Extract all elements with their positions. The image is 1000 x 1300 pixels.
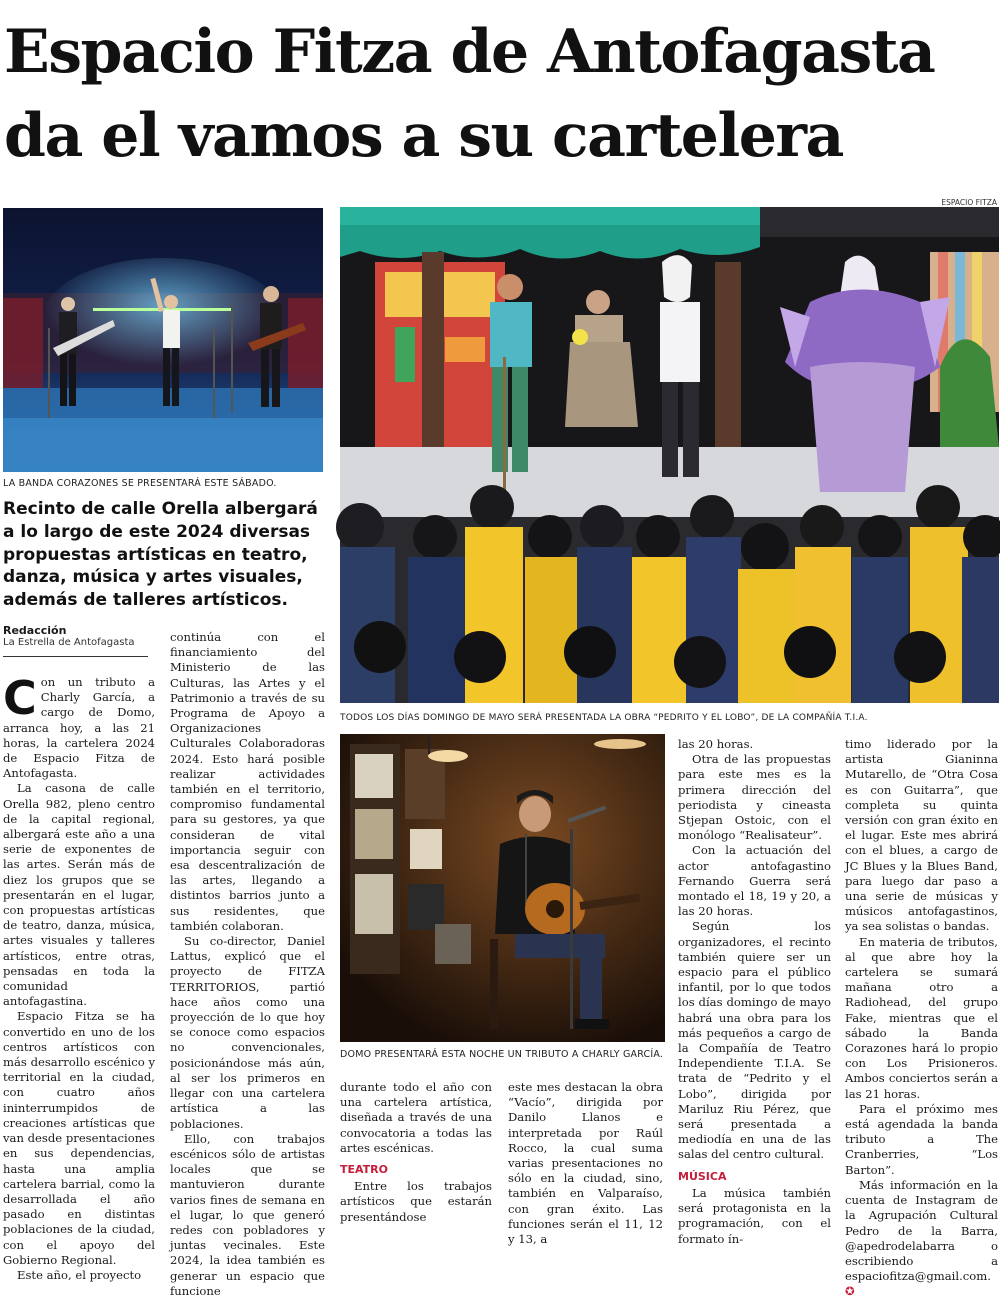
subhead-teatro: TEATRO: [340, 1163, 389, 1177]
article-paragraph: Otra de las propuestas para este mes es la primera dirección del periodista y cineasta Stjepan Ostoic, con el monólogo “Realisateur”.: [678, 752, 831, 843]
article-paragraph: durante todo el año con una cartelera artística, diseñada a través de una convocatoria a todas las artes escénicas.: [340, 1080, 492, 1155]
article-paragraph: Con la actuación del actor antofagastino Fernando Guerra será montado el 18, 19 y 20, a las 20 horas.: [678, 843, 831, 919]
article-paragraph: este mes destacan la obra “Vacío”, dirigida por Danilo Llanos e interpretada por Raúl Rocco, la cual suma varias presentaciones no sólo en la ciudad, sino, también en Valparaíso, con gran éxito. Las funciones serán el 11, 12 y 13, a: [508, 1080, 663, 1247]
band-photo-caption: LA BANDA CORAZONES SE PRESENTARÁ ESTE SÁBADO.: [3, 478, 277, 489]
article-column-6: [845, 737, 998, 1300]
article-paragraph: Más información en la cuenta de Instagram de la Agrupación Cultural Pedro de la Barra, @apedrodelabarra o escribiendo a espaciofitza@gmail.com. ✪: [845, 1177, 998, 1299]
band-photo: [3, 208, 323, 472]
article-paragraph: Según los organizadores, el recinto también quiere ser un espacio para el público infantil, por lo que todos los días domingo de mayo habrá una obra para los más pequeños a cargo de la Compañía de Teatro Independiente T.I.A. Se trata de “Pedrito y el Lobo”, dirigida por Mariluz Riu Pérez, que será presentada a mediodía en una de las salas del centro cultural.: [678, 919, 831, 1162]
article-paragraph: las 20 horas.: [678, 737, 754, 751]
article-column-3: [340, 1080, 492, 1225]
subhead-musica: MÚSICA: [678, 1169, 727, 1183]
article-paragraph: En materia de tributos, al que abre hoy la cartelera se sumará mañana otro a Radiohead, del grupo Fake, mientras que el sábado la Banda Corazones hará lo propio con Los Prisioneros. Ambos conciertos serán a las 21 horas.: [845, 934, 998, 1101]
singer-photo-caption: DOMO PRESENTARÁ ESTA NOCHE UN TRIBUTO A CHARLY GARCÍA.: [340, 1049, 664, 1060]
article-column-1: [3, 671, 155, 1283]
theater-photo: [340, 207, 999, 703]
end-mark-icon: ✪: [845, 1284, 855, 1299]
article-paragraph: La música también será protagonista en la programación, con el formato ín-: [678, 1185, 831, 1246]
article-paragraph: Para el próximo mes está agendada la banda tributo a The Cranberries, “Los Barton”.: [845, 1101, 998, 1177]
article-paragraph: Este año, el proyecto: [17, 1267, 142, 1282]
article-paragraph: Ello, con trabajos escénicos sólo de artistas locales que se mantuvieron durante varios fines de semana en el lugar, lo que generó redes con pobladores y juntas vecinales. Este 2024, la idea también es generar un espacio que funcione: [170, 1131, 325, 1298]
article-column-2: [170, 630, 325, 1299]
headline-line-1: Espacio Fitza de Antofagasta: [4, 17, 935, 87]
article-column-4: [508, 1080, 663, 1247]
drop-cap: C: [3, 671, 37, 725]
article-paragraph: Entre los trabajos artísticos que estarán presentándose: [340, 1179, 492, 1224]
article-paragraph: Su co-director, Daniel Lattus, explicó que el proyecto de FITZA TERRITORIOS, partió hace años como una proyección de lo que hoy se conoce como espacios no convencionales, posicionándose más aún, al ser los primeros en llegar con una cartelera artística a las poblaciones.: [170, 934, 325, 1131]
byline-divider: [3, 656, 148, 657]
photo-credit: ESPACIO FITZA: [941, 198, 997, 207]
headline: [4, 10, 999, 178]
article-paragraph: Espacio Fitza se ha convertido en uno de los centros artísticos con más desarrollo escénico y territorial en la ciudad, con cuatro años ininterrumpidos de creaciones artísticas que van desde presentaciones en sus dependencias, hasta una amplia cartelera barrial, como la desarrollada el año pasado en distintas poblaciones de la ciudad, con el apoyo del Gobierno Regional.: [3, 1009, 155, 1267]
byline-author: Redacción: [3, 624, 67, 637]
theater-photo-caption: TODOS LOS DÍAS DOMINGO DE MAYO SERÁ PRESENTADA LA OBRA “PEDRITO Y EL LOBO”, DE LA COMPAÑÍA T.I.A.: [340, 713, 868, 723]
article-paragraph: continúa con el financiamiento del Ministerio de las Culturas, las Artes y el Patrimonio a través de su Programa de Apoyo a Organizaciones Culturales Colaboradoras 2024. Esto hará posible realizar actividades también en el territorio, compromiso fundamental para su gestores, ya que consideran de vital importancia seguir con esa descentralización de las artes, llegando a distintos barrios junto a sus residentes, que también colaboran.: [170, 630, 325, 933]
article-column-5: [678, 737, 831, 1247]
lede: Recinto de calle Orella albergará a lo largo de este 2024 diversas propuestas artísticas en teatro, danza, música y artes visuales, además de talleres artísticos.: [3, 499, 318, 611]
headline-line-2: da el vamos a su cartelera: [4, 101, 843, 171]
singer-photo: [340, 734, 665, 1042]
article-paragraph: Con un tributo a Charly García, a cargo de Domo, arranca hoy, a las 21 horas, la cartelera 2024 de Espacio Fitza de Antofagasta.: [3, 671, 155, 781]
article-paragraph: La casona de calle Orella 982, pleno centro de la capital regional, albergará este año a una serie de exponentes de las artes. Serán más de diez los grupos que se presentarán en el lugar, con propuestas artísticas de teatro, danza, música, artes visuales y talleres artísticos, entre otras, pensadas en toda la comunidad antofagastina.: [3, 781, 155, 1009]
byline-publication: La Estrella de Antofagasta: [3, 637, 135, 648]
article-paragraph: timo liderado por la artista Gianinna Mutarello, de “Otra Cosa es con Guitarra”, que completa su quinta versión con gran éxito en el lugar. Este mes abrirá con el blues, a cargo de JC Blues y la Blues Band, para luego dar paso a una serie de músicas y músicos antofagastinos, ya sea solistas o bandas.: [845, 737, 998, 934]
